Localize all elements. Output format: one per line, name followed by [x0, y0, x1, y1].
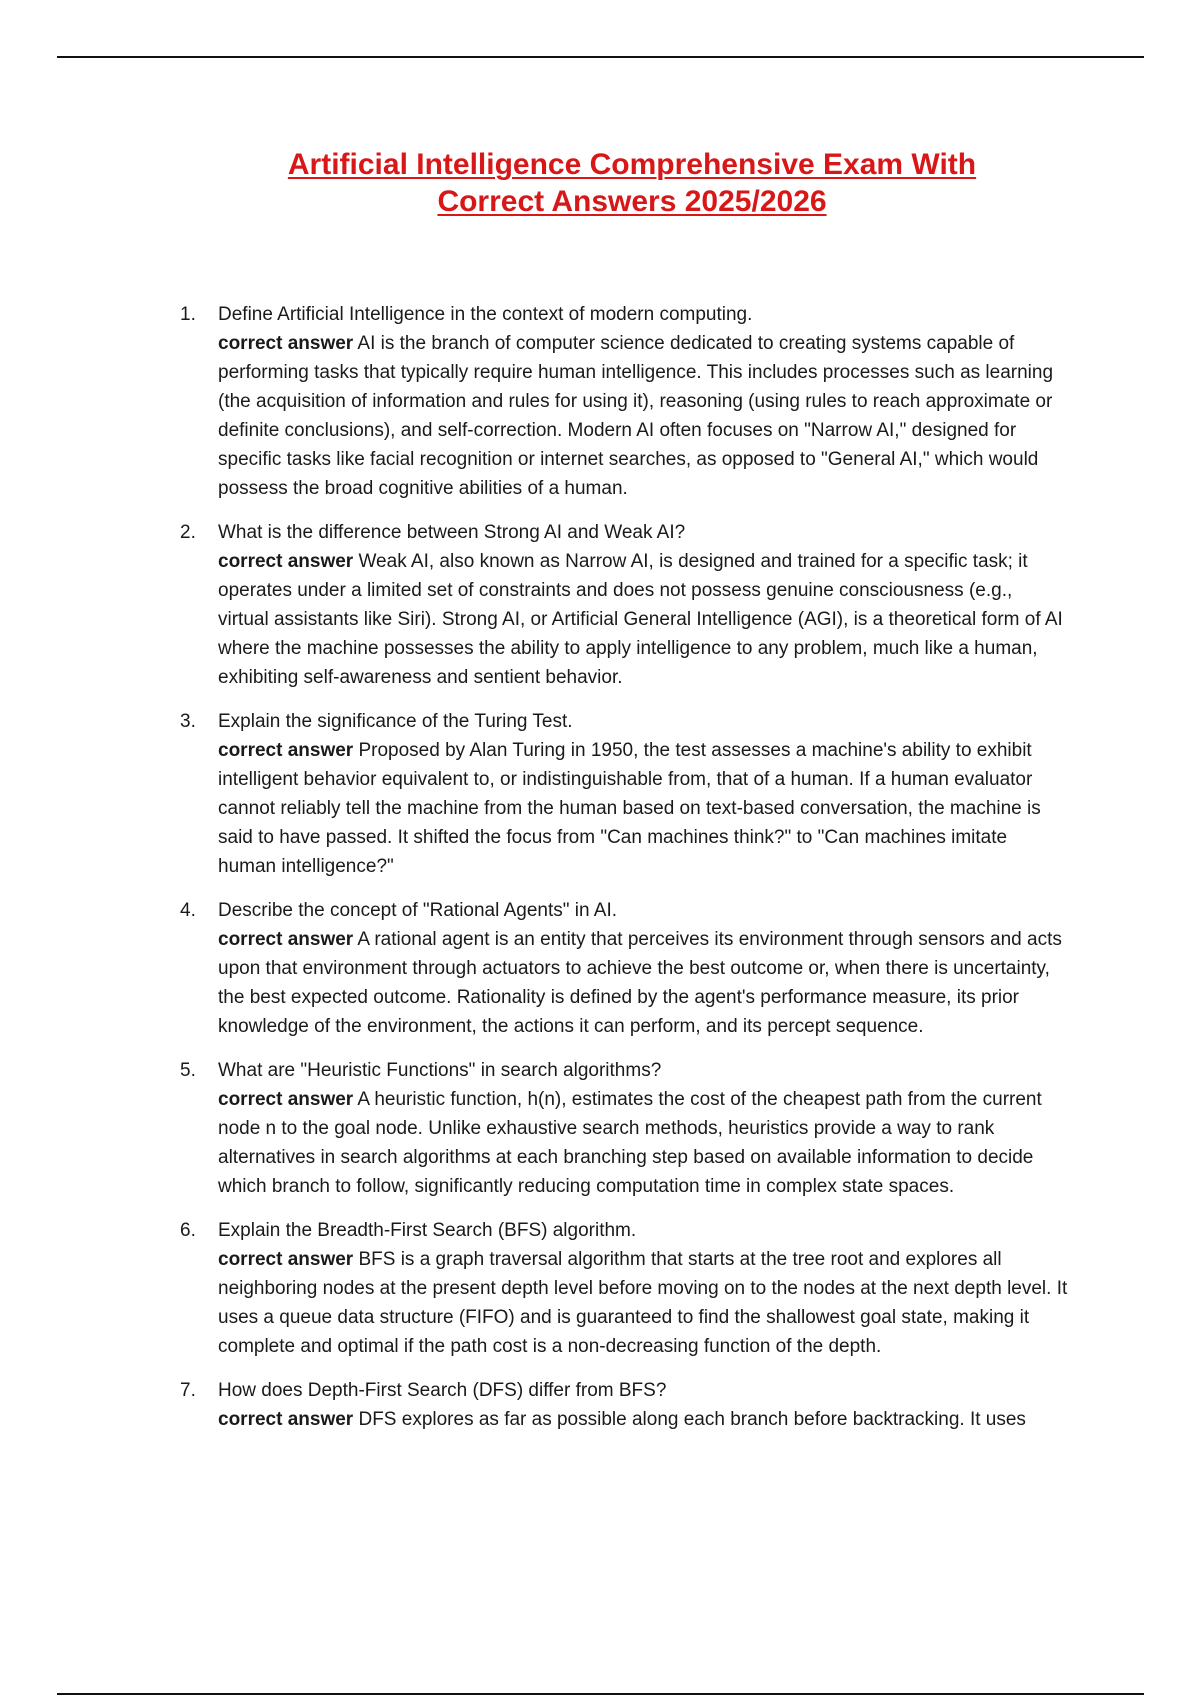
answer-label: correct answer	[218, 1409, 354, 1430]
question-item-6	[168, 1216, 1068, 1361]
question-item-5	[168, 1056, 1068, 1201]
question-list	[168, 300, 1068, 1449]
question-text: What is the difference between Strong AI and Weak AI?	[218, 522, 686, 543]
question-item-2	[168, 518, 1068, 692]
answer-block	[218, 925, 1068, 1041]
question-text: Define Artificial Intelligence in the context of modern computing.	[218, 304, 753, 325]
question-number: 4.	[180, 900, 196, 921]
answer-label: correct answer	[218, 1089, 354, 1110]
question-number: 7.	[180, 1380, 196, 1401]
question-text: What are "Heuristic Functions" in search algorithms?	[218, 1060, 662, 1081]
answer-block	[218, 1405, 1068, 1434]
answer-block	[218, 1085, 1068, 1201]
answer-text: AI is the branch of computer science dedicated to creating systems capable of performing tasks that typically require human intelligence. This includes processes such as learning (the acquisition of information and rules for using it), reasoning (using rules to reach approximate or definite conclusions), and self-correction. Modern AI often focuses on "Narrow AI," designed for specific tasks like facial recognition or internet searches, as opposed to "General AI," which would possess the broad cognitive abilities of a human.	[218, 333, 1054, 499]
answer-block	[218, 736, 1068, 881]
question-number: 3.	[180, 711, 196, 732]
question-item-7	[168, 1376, 1068, 1434]
answer-label: correct answer	[218, 740, 354, 761]
question-number: 5.	[180, 1060, 196, 1081]
bottom-rule	[57, 1693, 1144, 1695]
title-line-1: Artificial Intelligence Comprehensive Exam With	[287, 148, 977, 181]
answer-label: correct answer	[218, 1249, 354, 1270]
question-item-1	[168, 300, 1068, 503]
answer-block	[218, 329, 1068, 503]
answer-label: correct answer	[218, 551, 354, 572]
question-number: 1.	[180, 304, 196, 325]
document-title	[0, 146, 1200, 220]
answer-block	[218, 1245, 1068, 1361]
question-text: How does Depth-First Search (DFS) differ from BFS?	[218, 1380, 667, 1401]
question-item-4	[168, 896, 1068, 1041]
question-item-3	[168, 707, 1068, 881]
question-text: Explain the Breadth-First Search (BFS) algorithm.	[218, 1220, 637, 1241]
title-line-2: Correct Answers 2025/2026	[437, 185, 827, 218]
answer-label: correct answer	[218, 929, 354, 950]
answer-text: A heuristic function, h(n), estimates the cost of the cheapest path from the current node n to the goal node. Unlike exhaustive search methods, heuristics provide a way to rank alternatives in search algorithms at each branching step based on available information to decide which branch to follow, significantly reducing computation time in complex state spaces.	[218, 1089, 1042, 1197]
answer-text: A rational agent is an entity that perceives its environment through sensors and acts upon that environment through actuators to achieve the best outcome or, when there is uncertainty, the best expected outcome. Rationality is defined by the agent's performance measure, its prior knowledge of the environment, the actions it can perform, and its percept sequence.	[218, 929, 1062, 1037]
question-number: 6.	[180, 1220, 196, 1241]
answer-text: BFS is a graph traversal algorithm that starts at the tree root and explores all neighboring nodes at the present depth level before moving on to the nodes at the next depth level. It uses a queue data structure (FIFO) and is guaranteed to find the shallowest goal state, making it complete and optimal if the path cost is a non-decreasing function of the depth.	[218, 1249, 1068, 1357]
answer-text: Proposed by Alan Turing in 1950, the test assesses a machine's ability to exhibit intelligent behavior equivalent to, or indistinguishable from, that of a human. If a human evaluator cannot reliably tell the machine from the human based on text-based conversation, the machine is said to have passed. It shifted the focus from "Can machines think?" to "Can machines imitate human intelligence?"	[218, 740, 1041, 877]
question-text: Describe the concept of "Rational Agents" in AI.	[218, 900, 617, 921]
top-rule	[57, 56, 1144, 58]
answer-label: correct answer	[218, 333, 354, 354]
answer-text: Weak AI, also known as Narrow AI, is designed and trained for a specific task; it operates under a limited set of constraints and does not possess genuine consciousness (e.g., virtual assistants like Siri). Strong AI, or Artificial General Intelligence (AGI), is a theoretical form of AI where the machine possesses the ability to apply intelligence to any problem, much like a human, exhibiting self-awareness and sentient behavior.	[218, 551, 1063, 688]
question-text: Explain the significance of the Turing Test.	[218, 711, 573, 732]
answer-block	[218, 547, 1068, 692]
answer-text: DFS explores as far as possible along each branch before backtracking. It uses	[358, 1409, 1026, 1430]
question-number: 2.	[180, 522, 196, 543]
